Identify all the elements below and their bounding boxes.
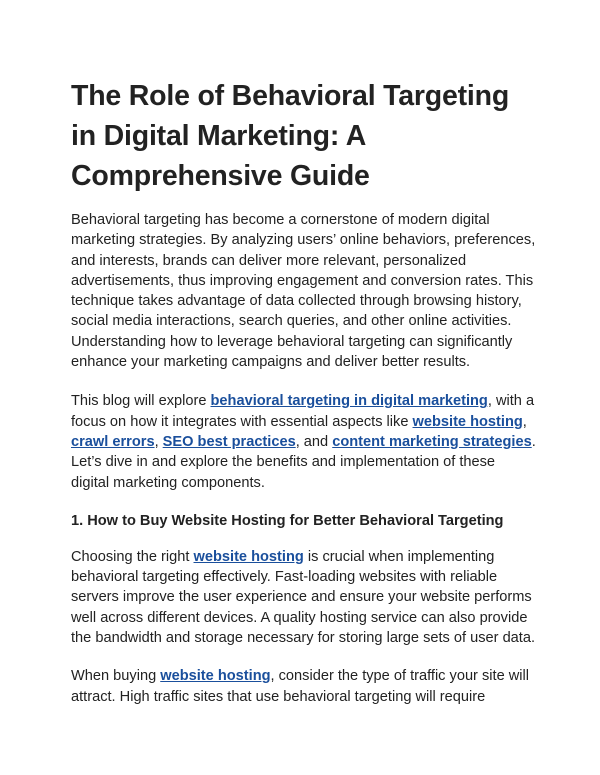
text-run: , (522, 413, 527, 430)
section-heading: 1. How to Buy Website Hosting for Better Behavioral Targeting (71, 512, 504, 529)
text-run: , and (295, 433, 333, 450)
text-run: When buying (71, 668, 161, 685)
link-seo-best-practices[interactable]: SEO best practices (162, 433, 296, 450)
text-run: Choosing the right (71, 548, 194, 565)
link-behavioral-targeting[interactable]: behavioral targeting in digital marketing (210, 393, 488, 410)
text-run: is crucial when implementing behavioral targeting effectively. Fast-loading websites with reliable servers improve the user experience and ensure your website performs well across different devices. A quality hosting service can also provide the bandwidth and storage necessary for storing large sets of user data. (71, 548, 536, 647)
link-crawl-errors[interactable]: crawl errors (71, 433, 155, 450)
hosting-paragraph (71, 547, 537, 648)
intro-paragraph: Behavioral targeting has become a cornerstone of modern digital marketing strategies. By analyzing users’ online behaviors, preferences, and interests, brands can deliver more relevant, personalized advertisements, thus improving engagement and conversion rates. This technique takes advantage of data collected through browsing history, social media interactions, search queries, and other online activities. Understanding how to leverage behavioral targeting can significantly enhance your marketing campaigns and deliver better results. (71, 212, 536, 371)
text-run: This blog will explore (71, 393, 211, 410)
text-run: , (154, 433, 163, 450)
link-website-hosting[interactable]: website hosting (412, 413, 523, 430)
text-run: , consider the type of traffic your site will attract. High traffic sites that use behavioral targeting will require (71, 668, 530, 705)
article-body (71, 76, 537, 707)
text-run: . Let’s dive in and explore the benefits and implementation of these digital marketing components. (71, 433, 536, 491)
link-website-hosting[interactable]: website hosting (193, 548, 304, 565)
overview-paragraph (71, 391, 537, 492)
buying-paragraph (71, 666, 537, 707)
link-website-hosting[interactable]: website hosting (160, 668, 271, 685)
text-run: , with a focus on how it integrates with essential aspects like (71, 393, 535, 430)
link-content-marketing-strategies[interactable]: content marketing strategies (332, 433, 532, 450)
page-title: The Role of Behavioral Targeting in Digital Marketing: A Comprehensive Guide (71, 80, 510, 192)
